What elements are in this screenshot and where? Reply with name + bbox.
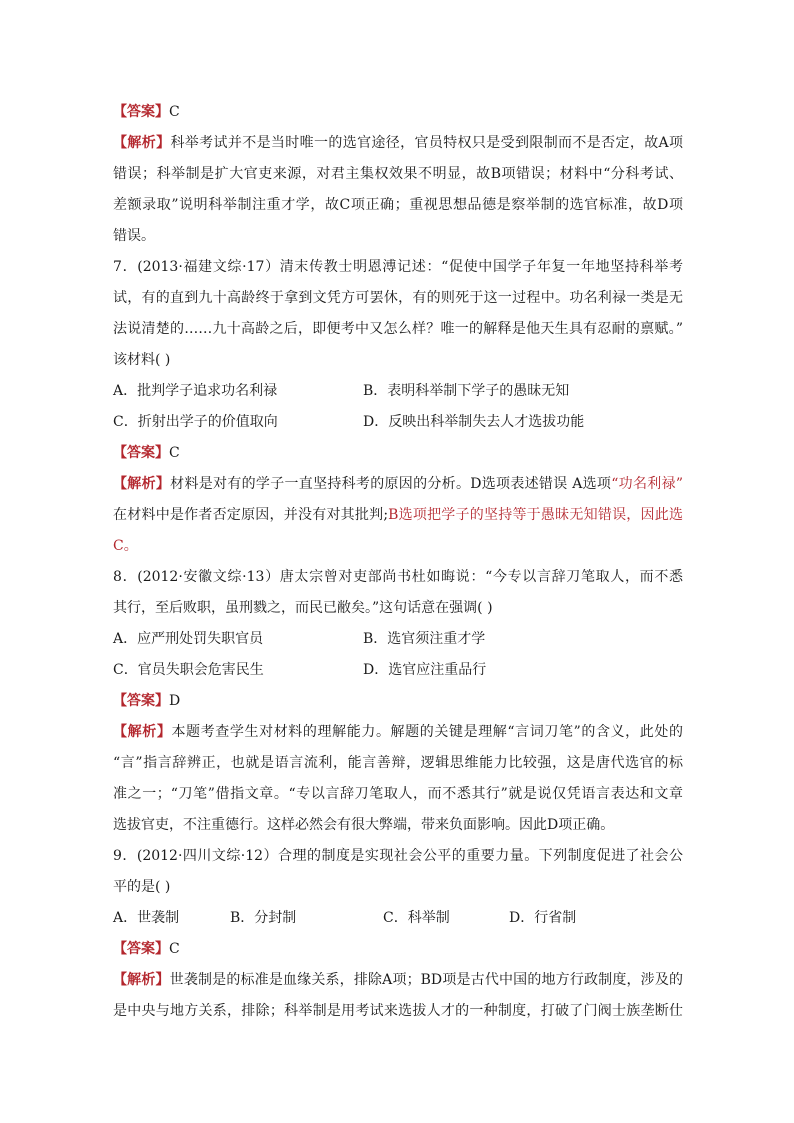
analysis-line-q8-3: 准之一；“刀笔”借指文章。“专以言辞刀笔取人，而不悉其行”就是说仅凭语言表达和文章 [113, 786, 683, 802]
question-7-option-c: C．折射出学子的价值取向 [113, 414, 278, 430]
analysis-line-q8-1: 【解析】本题考查学生对材料的理解能力。解题的关键是理解“言词刀笔”的含义，此处的 [113, 724, 683, 740]
analysis-tag: 【解析】 [113, 724, 172, 740]
question-9-option-b: B．分封制 [230, 910, 297, 926]
analysis-line-q6-4: 错误。 [113, 228, 155, 244]
analysis-line-q9-2: 是中央与地方关系，排除；科举制是用考试来选拔人才的一种制度，打破了门阀士族垄断仕 [113, 1003, 683, 1019]
question-9-option-c: C．科举制 [383, 910, 450, 926]
question-7-stem-3: 法说清楚的……九十高龄之后，即便考中又怎么样？唯一的解释是他天生具有忍耐的禀赋。” [113, 321, 683, 337]
analysis-line-q7-1: 【解析】材料是对有的学子一直坚持科考的原因的分析。D选项表述错误 A选项“功名利禄” [113, 476, 683, 492]
question-8-stem-2: 其行，至后败职，虽刑戮之，而民已敝矣。”这句话意在强调( ) [113, 600, 493, 616]
answer-tag: 【答案】 [113, 941, 169, 957]
analysis-tag: 【解析】 [113, 476, 171, 492]
answer-value: C [169, 104, 180, 120]
question-7-stem-4: 该材料( ) [113, 352, 171, 368]
answer-line-q6 [113, 101, 683, 123]
answer-tag: 【答案】 [113, 693, 169, 709]
question-9-stem-2: 平的是( ) [113, 879, 171, 895]
question-8-option-b: B．选官须注重才学 [363, 631, 486, 647]
analysis-tag: 【解析】 [113, 135, 171, 151]
answer-tag: 【答案】 [113, 104, 169, 120]
analysis-line-q8-2: “言”指言辞辨正，也就是语言流利，能言善辩，逻辑思维能力比较强，这是唐代选官的标 [113, 755, 683, 771]
question-8-option-d: D．选官应注重品行 [363, 662, 487, 678]
analysis-line-q6-2: 错误；科举制是扩大官吏来源，对君主集权效果不明显，故B项错误；材料中“分科考试、 [113, 166, 683, 182]
answer-value: C [169, 941, 180, 957]
answer-line-q9 [113, 938, 683, 960]
question-7-option-a: A．批判学子追求功名利禄 [113, 383, 278, 399]
question-9-option-a: A．世袭制 [113, 910, 180, 926]
analysis-line-q7-2: 在材料中是作者否定原因，并没有对其批判;B选项把学子的坚持等于愚昧无知错误，因此选 [113, 507, 683, 523]
question-8-option-c: C．官员失职会危害民生 [113, 662, 264, 678]
analysis-line-q6-1: 【解析】科举考试并不是当时唯一的选官途径，官员特权只是受到限制而不是否定，故A项 [113, 135, 683, 151]
question-7-stem-2: 试，有的直到九十高龄终于拿到文凭方可罢休，有的则死于这一过程中。功名利禄一类是无 [113, 290, 683, 306]
analysis-line-q7-3: C。 [113, 538, 138, 554]
question-8-stem-1: 8．(2012·安徽文综·13）唐太宗曾对吏部尚书杜如晦说：“今专以言辞刀笔取人，而不悉 [113, 569, 683, 585]
question-9-stem-1: 9．(2012·四川文综·12）合理的制度是实现社会公平的重要力量。下列制度促进了社会公 [113, 848, 683, 864]
analysis-tag: 【解析】 [113, 972, 170, 988]
question-8-option-a: A．应严刑处罚失职官员 [113, 631, 264, 647]
analysis-line-q6-3: 差额录取”说明科举制注重才学，故C项正确；重视思想品德是察举制的选官标准，故D项 [113, 197, 683, 213]
question-7-stem-1: 7．(2013·福建文综·17）清末传教士明恩溥记述：“促使中国学子年复一年地坚持科举考 [113, 259, 683, 275]
question-9-option-d: D．行省制 [509, 910, 577, 926]
analysis-line-q9-1: 【解析】世袭制是的标准是血缘关系，排除A项；BD项是古代中国的地方行政制度，涉及的 [113, 972, 683, 988]
analysis-line-q8-4: 选拔官吏，不注重德行。这样必然会有很大弊端，带来负面影响。因此D项正确。 [113, 817, 615, 833]
answer-value: C [169, 445, 180, 461]
answer-line-q7 [113, 442, 683, 464]
question-7-option-d: D．反映出科举制失去人才选拔功能 [363, 414, 585, 430]
answer-tag: 【答案】 [113, 445, 169, 461]
question-7-option-b: B．表明科举制下学子的愚昧无知 [363, 383, 570, 399]
answer-value: D [169, 693, 181, 709]
answer-line-q8 [113, 690, 683, 712]
